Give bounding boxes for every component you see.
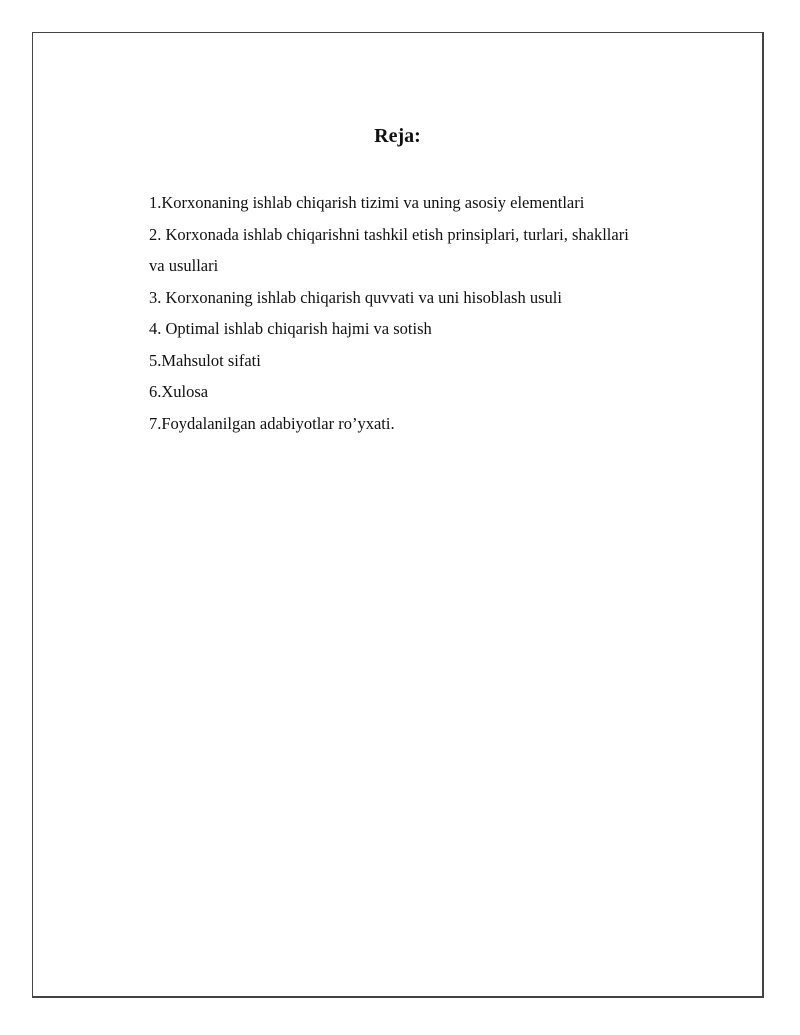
plan-item-4: 4. Optimal ishlab chiqarish hajmi va sotish [149, 319, 432, 338]
plan-list [149, 187, 649, 439]
plan-item-3: 3. Korxonaning ishlab chiqarish quvvati va uni hisoblash usuli [149, 287, 562, 307]
plan-item-5: 5.Mahsulot sifati [149, 350, 261, 370]
page-title: Reja: [374, 125, 421, 147]
plan-item-6: 6.Xulosa [149, 382, 209, 401]
document-page [32, 32, 764, 998]
plan-item-2: 2. Korxonada ishlab chiqarishni tashkil etish prinsiplari, turlari, shakllari va usullari [149, 224, 629, 275]
plan-item-1: 1.Korxonaning ishlab chiqarish tizimi va uning asosiy elementlari [149, 193, 585, 212]
plan-item-7: 7.Foydalanilgan adabiyotlar ro’yxati. [149, 413, 395, 433]
